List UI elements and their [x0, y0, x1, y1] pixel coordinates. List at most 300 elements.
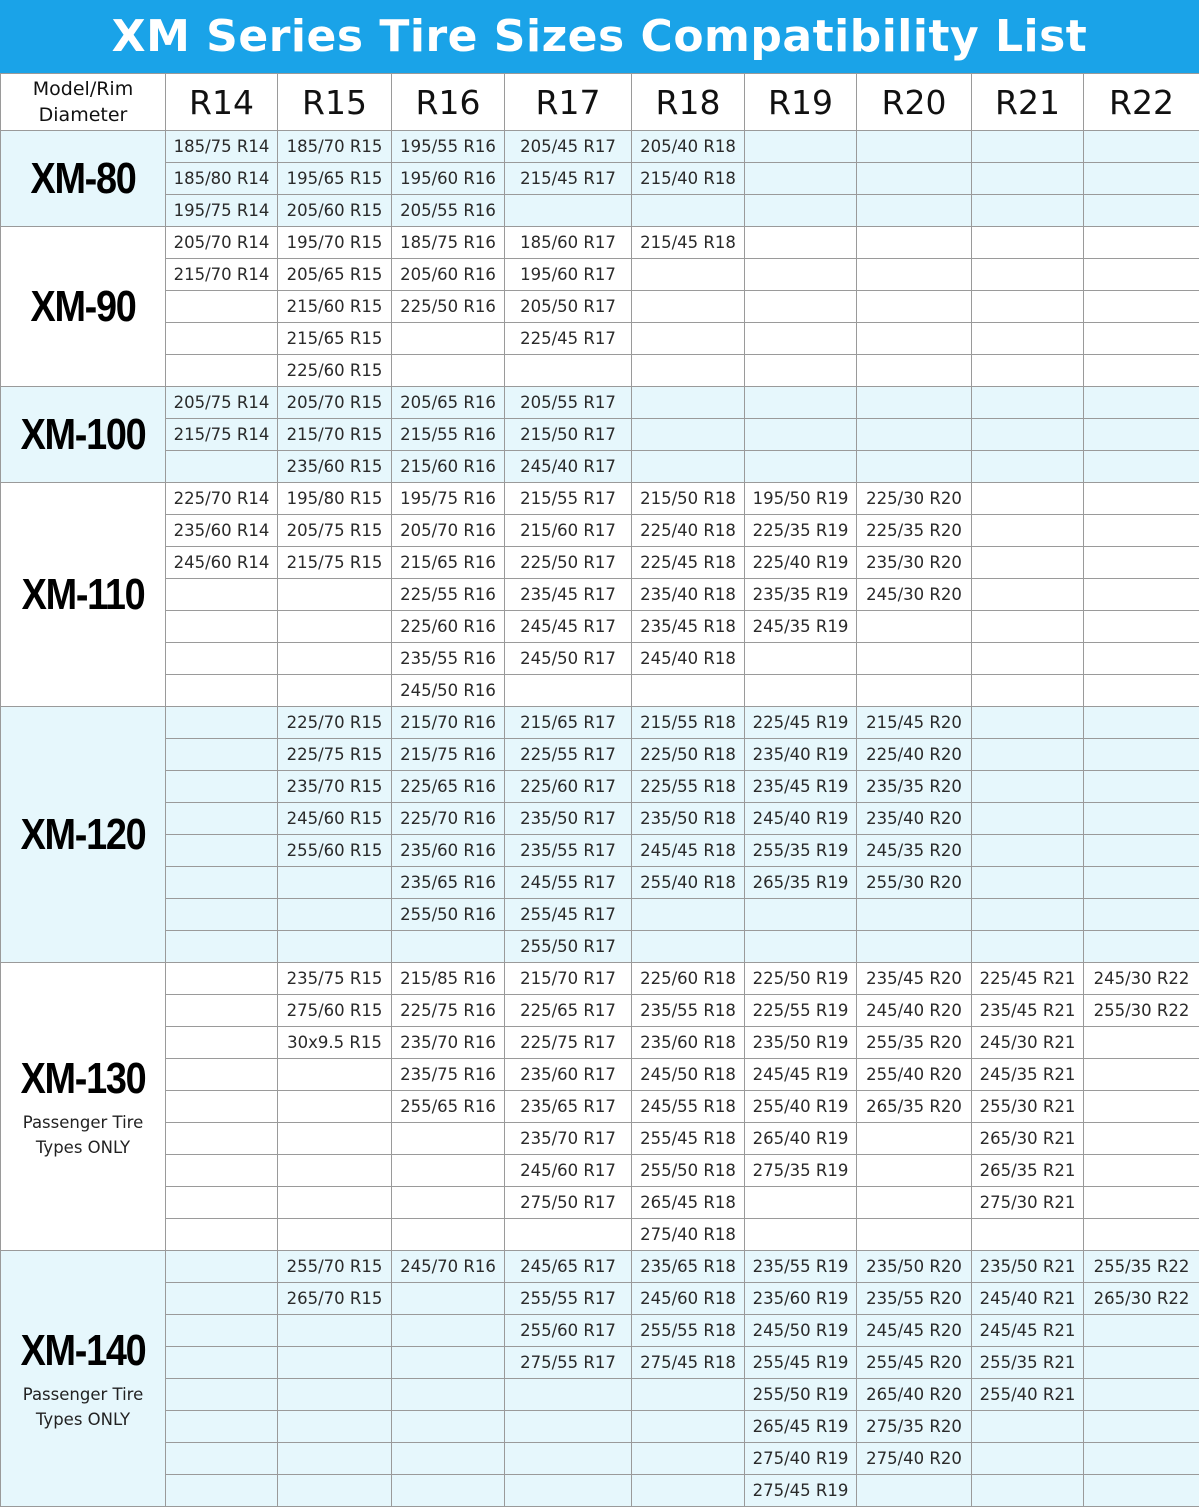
rim-header-r22: R22: [1084, 74, 1199, 131]
tire-size-cell-r15: [278, 579, 392, 611]
tire-size-cell-r22: [1084, 131, 1199, 163]
tire-size-cell-r19: [745, 291, 857, 323]
tire-size-cell-r18: [632, 675, 745, 707]
rim-header-r19: R19: [745, 74, 857, 131]
tire-size-cell-r19: 265/40 R19: [745, 1123, 857, 1155]
tire-size-cell-r18: [632, 451, 745, 483]
tire-size-cell-r15: [278, 1315, 392, 1347]
tire-size-cell-r20: 265/35 R20: [857, 1091, 972, 1123]
tire-size-cell-r16: 225/50 R16: [392, 291, 505, 323]
tire-size-cell-r19: 235/40 R19: [745, 739, 857, 771]
tire-size-cell-r17: 225/45 R17: [505, 323, 632, 355]
table-row: [1, 195, 1199, 227]
tire-size-cell-r14: [166, 995, 278, 1027]
rim-header-r20: R20: [857, 74, 972, 131]
tire-size-cell-r22: [1084, 707, 1199, 739]
tire-size-cell-r15: [278, 931, 392, 963]
table-row: [1, 1027, 1199, 1059]
tire-size-cell-r21: [972, 419, 1084, 451]
tire-size-cell-r21: [972, 291, 1084, 323]
tire-size-cell-r17: [505, 1443, 632, 1475]
tire-size-cell-r19: 265/35 R19: [745, 867, 857, 899]
tire-size-cell-r21: [972, 259, 1084, 291]
tire-size-cell-r19: [745, 227, 857, 259]
tire-size-cell-r16: [392, 931, 505, 963]
tire-size-cell-r22: [1084, 835, 1199, 867]
tire-size-cell-r18: 215/40 R18: [632, 163, 745, 195]
model-name: XM-120: [12, 810, 153, 860]
tire-size-cell-r15: 185/70 R15: [278, 131, 392, 163]
tire-size-cell-r21: [972, 771, 1084, 803]
model-rim-header: [1, 74, 166, 131]
tire-size-cell-r17: 225/50 R17: [505, 547, 632, 579]
tire-size-cell-r16: [392, 1443, 505, 1475]
tire-size-cell-r16: 235/75 R16: [392, 1059, 505, 1091]
rim-header-r15: R15: [278, 74, 392, 131]
tire-size-cell-r15: 265/70 R15: [278, 1283, 392, 1315]
tire-size-cell-r21: 245/35 R21: [972, 1059, 1084, 1091]
tire-size-cell-r16: 225/70 R16: [392, 803, 505, 835]
tire-size-cell-r20: [857, 931, 972, 963]
tire-size-cell-r15: [278, 1091, 392, 1123]
table-row: [1, 675, 1199, 707]
tire-size-cell-r21: 255/35 R21: [972, 1347, 1084, 1379]
tire-size-cell-r14: 235/60 R14: [166, 515, 278, 547]
tire-size-cell-r18: 235/40 R18: [632, 579, 745, 611]
tire-size-cell-r17: 235/70 R17: [505, 1123, 632, 1155]
model-name: XM-130: [12, 1054, 153, 1104]
tire-size-cell-r15: 205/60 R15: [278, 195, 392, 227]
tire-size-cell-r17: 215/55 R17: [505, 483, 632, 515]
tire-size-cell-r22: [1084, 195, 1199, 227]
tire-size-cell-r18: [632, 291, 745, 323]
tire-size-cell-r22: [1084, 163, 1199, 195]
table-row: [1, 1347, 1199, 1379]
rim-header-r21: R21: [972, 74, 1084, 131]
table-row: [1, 1091, 1199, 1123]
tire-size-cell-r22: [1084, 355, 1199, 387]
tire-size-cell-r15: 235/60 R15: [278, 451, 392, 483]
tire-size-cell-r20: 225/40 R20: [857, 739, 972, 771]
tire-size-cell-r22: 265/30 R22: [1084, 1283, 1199, 1315]
tire-size-cell-r18: 215/55 R18: [632, 707, 745, 739]
tire-size-cell-r19: 225/55 R19: [745, 995, 857, 1027]
tire-size-cell-r17: 245/60 R17: [505, 1155, 632, 1187]
tire-size-cell-r18: 235/50 R18: [632, 803, 745, 835]
tire-size-cell-r22: [1084, 1347, 1199, 1379]
tire-size-cell-r18: 225/50 R18: [632, 739, 745, 771]
table-row: [1, 259, 1199, 291]
tire-size-cell-r14: [166, 1411, 278, 1443]
tire-size-cell-r21: 225/45 R21: [972, 963, 1084, 995]
tire-size-cell-r21: 255/40 R21: [972, 1379, 1084, 1411]
tire-size-cell-r21: 235/45 R21: [972, 995, 1084, 1027]
table-row: [1, 611, 1199, 643]
tire-size-cell-r14: [166, 323, 278, 355]
tire-size-cell-r18: [632, 419, 745, 451]
compatibility-table: [0, 73, 1199, 1507]
tire-size-cell-r14: [166, 1091, 278, 1123]
model-name: XM-80: [12, 154, 153, 204]
tire-size-cell-r21: [972, 515, 1084, 547]
tire-size-cell-r20: 245/30 R20: [857, 579, 972, 611]
tire-size-cell-r20: [857, 1475, 972, 1507]
tire-size-cell-r20: 235/30 R20: [857, 547, 972, 579]
tire-size-cell-r22: [1084, 419, 1199, 451]
tire-size-cell-r16: 245/70 R16: [392, 1251, 505, 1283]
tire-size-cell-r21: [972, 131, 1084, 163]
tire-size-cell-r22: [1084, 515, 1199, 547]
tire-size-cell-r19: [745, 355, 857, 387]
tire-size-cell-r15: 255/60 R15: [278, 835, 392, 867]
model-rim-header-line2: Diameter: [39, 104, 128, 126]
tire-size-cell-r20: [857, 259, 972, 291]
tire-size-cell-r14: [166, 899, 278, 931]
table-row: [1, 483, 1199, 515]
tire-size-cell-r17: 245/40 R17: [505, 451, 632, 483]
tire-size-cell-r20: [857, 899, 972, 931]
tire-size-cell-r21: [972, 899, 1084, 931]
tire-size-cell-r18: [632, 1379, 745, 1411]
tire-size-cell-r14: [166, 1123, 278, 1155]
tire-size-cell-r15: 225/60 R15: [278, 355, 392, 387]
tire-size-cell-r15: [278, 643, 392, 675]
model-group-xm-110: [1, 483, 1199, 707]
tire-size-cell-r14: 185/75 R14: [166, 131, 278, 163]
tire-size-cell-r20: 255/35 R20: [857, 1027, 972, 1059]
tire-size-cell-r17: 205/55 R17: [505, 387, 632, 419]
tire-size-cell-r19: 225/40 R19: [745, 547, 857, 579]
tire-size-cell-r21: [972, 163, 1084, 195]
tire-size-cell-r16: [392, 323, 505, 355]
table-row: [1, 995, 1199, 1027]
tire-size-cell-r20: [857, 419, 972, 451]
tire-size-cell-r15: [278, 1187, 392, 1219]
table-row: [1, 1283, 1199, 1315]
tire-size-cell-r16: [392, 1219, 505, 1251]
tire-size-cell-r17: 245/65 R17: [505, 1251, 632, 1283]
tire-size-cell-r18: 255/45 R18: [632, 1123, 745, 1155]
tire-size-cell-r16: 255/50 R16: [392, 899, 505, 931]
tire-size-cell-r19: [745, 675, 857, 707]
tire-size-cell-r15: [278, 1443, 392, 1475]
table-row: [1, 707, 1199, 739]
tire-size-cell-r22: [1084, 227, 1199, 259]
tire-size-cell-r21: [972, 803, 1084, 835]
tire-size-cell-r15: [278, 1411, 392, 1443]
tire-size-cell-r14: [166, 1187, 278, 1219]
tire-size-cell-r17: 245/45 R17: [505, 611, 632, 643]
tire-size-cell-r19: [745, 931, 857, 963]
tire-size-cell-r22: [1084, 1411, 1199, 1443]
tire-size-cell-r19: 255/50 R19: [745, 1379, 857, 1411]
tire-size-cell-r18: 235/55 R18: [632, 995, 745, 1027]
tire-size-cell-r22: [1084, 899, 1199, 931]
tire-size-cell-r22: [1084, 483, 1199, 515]
rim-header-r16: R16: [392, 74, 505, 131]
table-row: [1, 1219, 1199, 1251]
tire-size-cell-r20: [857, 1187, 972, 1219]
tire-size-cell-r20: [857, 1123, 972, 1155]
tire-size-cell-r19: 245/35 R19: [745, 611, 857, 643]
tire-size-cell-r21: [972, 739, 1084, 771]
tire-size-cell-r17: 235/45 R17: [505, 579, 632, 611]
tire-size-cell-r17: 255/50 R17: [505, 931, 632, 963]
tire-size-cell-r22: [1084, 1123, 1199, 1155]
model-group-xm-80: [1, 131, 1199, 227]
tire-size-cell-r19: 235/45 R19: [745, 771, 857, 803]
tire-size-cell-r15: 225/70 R15: [278, 707, 392, 739]
tire-size-cell-r22: [1084, 1443, 1199, 1475]
tire-size-cell-r21: [972, 451, 1084, 483]
tire-size-cell-r15: 235/70 R15: [278, 771, 392, 803]
tire-size-cell-r16: 215/75 R16: [392, 739, 505, 771]
tire-size-cell-r22: [1084, 1475, 1199, 1507]
tire-size-cell-r17: [505, 1411, 632, 1443]
tire-size-cell-r17: 225/65 R17: [505, 995, 632, 1027]
tire-size-cell-r14: [166, 1315, 278, 1347]
tire-size-cell-r14: [166, 1443, 278, 1475]
tire-size-cell-r21: 265/30 R21: [972, 1123, 1084, 1155]
tire-size-cell-r14: [166, 1219, 278, 1251]
tire-size-cell-r21: [972, 355, 1084, 387]
tire-size-cell-r22: [1084, 387, 1199, 419]
tire-size-cell-r15: [278, 1475, 392, 1507]
tire-size-cell-r21: 245/30 R21: [972, 1027, 1084, 1059]
table-row: [1, 1155, 1199, 1187]
tire-size-cell-r19: 255/45 R19: [745, 1347, 857, 1379]
tire-size-cell-r22: [1084, 867, 1199, 899]
table-row: [1, 227, 1199, 259]
tire-size-cell-r16: 215/70 R16: [392, 707, 505, 739]
tire-size-cell-r18: 225/60 R18: [632, 963, 745, 995]
tire-size-cell-r16: 245/50 R16: [392, 675, 505, 707]
tire-size-cell-r14: [166, 931, 278, 963]
tire-size-cell-r18: 215/45 R18: [632, 227, 745, 259]
tire-size-cell-r20: 255/45 R20: [857, 1347, 972, 1379]
tire-size-cell-r16: 185/75 R16: [392, 227, 505, 259]
tire-size-cell-r21: [972, 323, 1084, 355]
tire-size-cell-r14: [166, 451, 278, 483]
tire-size-cell-r16: [392, 1283, 505, 1315]
tire-size-cell-r15: 255/70 R15: [278, 1251, 392, 1283]
header-row: [1, 74, 1199, 131]
tire-size-cell-r17: 235/50 R17: [505, 803, 632, 835]
table-row: [1, 1379, 1199, 1411]
tire-size-cell-r15: 205/75 R15: [278, 515, 392, 547]
tire-size-cell-r22: [1084, 675, 1199, 707]
tire-size-cell-r22: [1084, 1187, 1199, 1219]
tire-size-cell-r22: [1084, 323, 1199, 355]
page-title: XM Series Tire Sizes Compatibility List: [0, 0, 1199, 73]
tire-size-cell-r16: 205/55 R16: [392, 195, 505, 227]
tire-size-cell-r15: [278, 1219, 392, 1251]
tire-size-cell-r18: 245/55 R18: [632, 1091, 745, 1123]
tire-size-cell-r19: 245/50 R19: [745, 1315, 857, 1347]
tire-size-cell-r21: 245/40 R21: [972, 1283, 1084, 1315]
tire-size-cell-r21: [972, 931, 1084, 963]
table-row: [1, 131, 1199, 163]
tire-size-cell-r20: 275/40 R20: [857, 1443, 972, 1475]
table-row: [1, 547, 1199, 579]
rim-header-r18: R18: [632, 74, 745, 131]
tire-size-cell-r15: 235/75 R15: [278, 963, 392, 995]
tire-size-cell-r21: [972, 675, 1084, 707]
tire-size-cell-r22: [1084, 451, 1199, 483]
tire-size-cell-r14: [166, 1475, 278, 1507]
tire-size-cell-r20: 225/30 R20: [857, 483, 972, 515]
tire-size-cell-r14: [166, 1283, 278, 1315]
tire-size-cell-r19: [745, 259, 857, 291]
table-row: [1, 1251, 1199, 1283]
tire-size-cell-r14: [166, 1155, 278, 1187]
tire-size-cell-r15: 195/70 R15: [278, 227, 392, 259]
tire-size-cell-r17: 235/60 R17: [505, 1059, 632, 1091]
tire-size-cell-r17: 225/75 R17: [505, 1027, 632, 1059]
tire-size-cell-r18: 265/45 R18: [632, 1187, 745, 1219]
tire-size-cell-r20: 265/40 R20: [857, 1379, 972, 1411]
tire-size-cell-r14: [166, 707, 278, 739]
tire-size-cell-r21: [972, 195, 1084, 227]
tire-size-cell-r16: [392, 1411, 505, 1443]
tire-size-cell-r17: 245/55 R17: [505, 867, 632, 899]
tire-size-cell-r22: [1084, 1379, 1199, 1411]
table-row: [1, 515, 1199, 547]
tire-size-cell-r19: [745, 131, 857, 163]
tire-size-cell-r15: [278, 1379, 392, 1411]
table-row: [1, 1315, 1199, 1347]
tire-size-cell-r18: 275/45 R18: [632, 1347, 745, 1379]
model-cell: [1, 131, 166, 227]
tire-size-cell-r20: [857, 131, 972, 163]
tire-size-cell-r18: 235/45 R18: [632, 611, 745, 643]
tire-size-cell-r16: [392, 1123, 505, 1155]
tire-size-cell-r18: 205/40 R18: [632, 131, 745, 163]
tire-size-cell-r14: [166, 611, 278, 643]
tire-size-cell-r19: 265/45 R19: [745, 1411, 857, 1443]
tire-size-cell-r18: 255/40 R18: [632, 867, 745, 899]
tire-size-cell-r14: [166, 867, 278, 899]
model-name: XM-110: [12, 570, 153, 620]
tire-size-cell-r18: 245/45 R18: [632, 835, 745, 867]
table-row: [1, 451, 1199, 483]
tire-size-cell-r15: [278, 675, 392, 707]
model-cell: [1, 387, 166, 483]
tire-size-cell-r19: [745, 195, 857, 227]
tire-size-cell-r20: 235/40 R20: [857, 803, 972, 835]
tire-size-cell-r18: 245/50 R18: [632, 1059, 745, 1091]
model-name: XM-90: [12, 282, 153, 332]
tire-size-cell-r14: [166, 803, 278, 835]
tire-size-cell-r22: [1084, 1219, 1199, 1251]
model-cell: [1, 1251, 166, 1507]
model-cell: [1, 963, 166, 1251]
tire-size-cell-r21: 235/50 R21: [972, 1251, 1084, 1283]
tire-size-cell-r15: 245/60 R15: [278, 803, 392, 835]
model-cell: [1, 227, 166, 387]
tire-size-cell-r19: [745, 1187, 857, 1219]
tire-size-cell-r19: 275/45 R19: [745, 1475, 857, 1507]
tire-size-cell-r20: 215/45 R20: [857, 707, 972, 739]
tire-size-cell-r17: [505, 675, 632, 707]
tire-size-cell-r18: 215/50 R18: [632, 483, 745, 515]
tire-size-cell-r22: [1084, 259, 1199, 291]
tire-size-cell-r20: [857, 163, 972, 195]
tire-size-cell-r14: [166, 291, 278, 323]
tire-size-cell-r22: [1084, 1027, 1199, 1059]
tire-size-cell-r21: 265/35 R21: [972, 1155, 1084, 1187]
tire-size-cell-r19: [745, 899, 857, 931]
tire-size-cell-r14: [166, 643, 278, 675]
table-row: [1, 1475, 1199, 1507]
tire-size-cell-r20: 225/35 R20: [857, 515, 972, 547]
tire-size-cell-r18: 225/55 R18: [632, 771, 745, 803]
tire-size-cell-r15: 195/65 R15: [278, 163, 392, 195]
tire-size-cell-r16: 225/65 R16: [392, 771, 505, 803]
tire-size-cell-r16: 255/65 R16: [392, 1091, 505, 1123]
tire-size-cell-r14: [166, 1347, 278, 1379]
tire-size-cell-r16: [392, 1475, 505, 1507]
tire-size-cell-r21: [972, 1411, 1084, 1443]
tire-size-cell-r17: 215/70 R17: [505, 963, 632, 995]
table-row: [1, 355, 1199, 387]
tire-size-cell-r17: 215/50 R17: [505, 419, 632, 451]
tire-size-cell-r19: [745, 419, 857, 451]
tire-size-cell-r17: [505, 1219, 632, 1251]
tire-size-cell-r18: 225/45 R18: [632, 547, 745, 579]
tire-size-cell-r14: 215/70 R14: [166, 259, 278, 291]
tire-size-cell-r20: 245/45 R20: [857, 1315, 972, 1347]
tire-size-cell-r15: [278, 1155, 392, 1187]
tire-size-cell-r19: 275/35 R19: [745, 1155, 857, 1187]
tire-size-cell-r15: 30x9.5 R15: [278, 1027, 392, 1059]
tire-size-cell-r20: 255/30 R20: [857, 867, 972, 899]
tire-size-cell-r17: 245/50 R17: [505, 643, 632, 675]
tire-size-cell-r17: 215/60 R17: [505, 515, 632, 547]
table-row: [1, 1187, 1199, 1219]
tire-size-cell-r19: [745, 323, 857, 355]
tire-size-cell-r16: [392, 1379, 505, 1411]
tire-size-cell-r14: [166, 675, 278, 707]
tire-size-cell-r16: 205/60 R16: [392, 259, 505, 291]
tire-size-cell-r16: [392, 1187, 505, 1219]
tire-size-cell-r22: [1084, 739, 1199, 771]
model-name: XM-140: [12, 1326, 153, 1376]
tire-size-cell-r20: 245/40 R20: [857, 995, 972, 1027]
tire-size-cell-r16: [392, 1315, 505, 1347]
tire-size-cell-r20: 235/50 R20: [857, 1251, 972, 1283]
tire-size-cell-r14: [166, 1059, 278, 1091]
tire-size-cell-r20: [857, 1219, 972, 1251]
table-row: [1, 579, 1199, 611]
tire-size-cell-r18: [632, 355, 745, 387]
tire-size-cell-r20: [857, 355, 972, 387]
table-row: [1, 739, 1199, 771]
tire-size-cell-r22: 255/35 R22: [1084, 1251, 1199, 1283]
tire-size-cell-r16: 215/85 R16: [392, 963, 505, 995]
model-note-line1: Passenger Tire: [1, 1382, 165, 1407]
tire-size-cell-r18: [632, 323, 745, 355]
tire-size-cell-r19: 245/40 R19: [745, 803, 857, 835]
tire-size-cell-r17: 255/60 R17: [505, 1315, 632, 1347]
table-row: [1, 867, 1199, 899]
tire-size-cell-r21: [972, 835, 1084, 867]
tire-size-cell-r17: 185/60 R17: [505, 227, 632, 259]
tire-size-cell-r19: 235/60 R19: [745, 1283, 857, 1315]
tire-size-cell-r18: 255/55 R18: [632, 1315, 745, 1347]
table-row: [1, 387, 1199, 419]
tire-size-cell-r17: 255/55 R17: [505, 1283, 632, 1315]
